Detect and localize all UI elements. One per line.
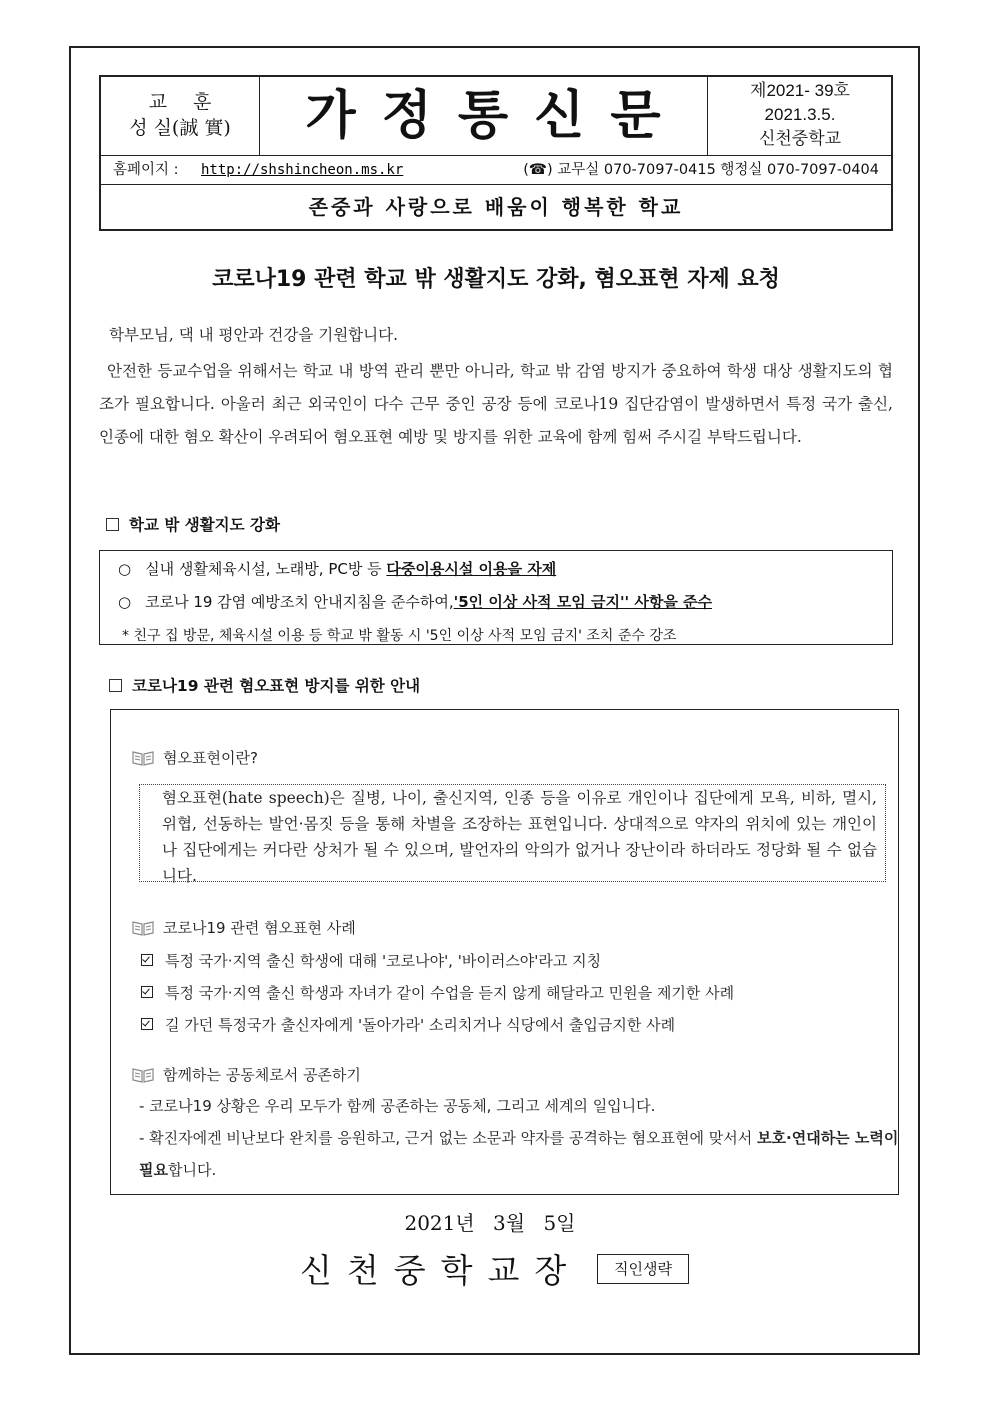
guidance-item-1 bbox=[118, 558, 556, 579]
guidance-item-2-emphasis: '5인 이상 사적 모임 금지'' 사항을 준수 bbox=[453, 593, 713, 611]
case-item bbox=[141, 1014, 675, 1035]
case-item bbox=[141, 950, 601, 971]
intro-paragraph: 안전한 등교수업을 위해서는 학교 내 방역 관리 뿐만 아니라, 학교 밖 감염 방지가 중요하여 학생 대상 생활지도의 협조가 필요합니다. 아울러 최근 외국인이 다수 근무 중인 공장 등에 코로나19 집단감염이 발생하면서 특정 국가 출신, 인종에 대한 혐오 확산이 우려되어 혐오표현 예방 및 방지를 위한 교육에 함께 힘써 주시길 부탁드립니다. bbox=[99, 362, 893, 446]
guidance-note: * 친구 집 방문, 체육시설 이용 등 학교 밖 활동 시 '5인 이상 사적 모임 금지' 조치 준수 강조 bbox=[122, 628, 677, 644]
coexist-item-2 bbox=[139, 1122, 899, 1186]
newsletter-header bbox=[99, 75, 893, 231]
section2-heading bbox=[109, 674, 420, 696]
greeting: 학부모님, 댁 내 평안과 건강을 기원합니다. bbox=[109, 326, 399, 344]
issue-info bbox=[707, 77, 892, 155]
guidance-item-1-emphasis: 다중이용시설 이용을 자제 bbox=[386, 560, 557, 578]
header-top-row bbox=[101, 77, 891, 156]
cases-heading-text: 코로나19 관련 혐오표현 사례 bbox=[163, 919, 356, 937]
issue-date-footer: 2021년 3월 5일 bbox=[404, 1211, 576, 1235]
section2-heading-text: 코로나19 관련 혐오표현 방지를 위한 안내 bbox=[132, 677, 421, 695]
book-icon bbox=[131, 1066, 155, 1084]
hate-speech-box bbox=[110, 709, 899, 1195]
section1-heading bbox=[106, 513, 280, 535]
circle-bullet-icon: ○ bbox=[118, 560, 132, 578]
square-bullet-icon bbox=[109, 679, 122, 692]
contact-row bbox=[101, 156, 891, 185]
case-item bbox=[141, 982, 734, 1003]
book-icon bbox=[131, 749, 155, 767]
motto-value: 성 실(誠 實) bbox=[129, 117, 231, 139]
checkbox-checked-icon bbox=[141, 954, 153, 966]
book-icon bbox=[131, 919, 155, 937]
definition-heading-text: 혐오표현이란? bbox=[163, 749, 258, 767]
issue-number: 제2021- 39호 bbox=[750, 81, 850, 100]
school-name: 신천중학교 bbox=[758, 129, 842, 148]
checkbox-checked-icon bbox=[141, 986, 153, 998]
seal-omitted-stamp: 직인생략 bbox=[597, 1254, 689, 1284]
cases-heading bbox=[131, 917, 356, 938]
coexist-item-2-suffix: 합니다. bbox=[167, 1161, 217, 1179]
coexist-heading-text: 함께하는 공동체로서 공존하기 bbox=[163, 1066, 361, 1084]
coexist-heading bbox=[131, 1064, 361, 1085]
circle-bullet-icon: ○ bbox=[118, 593, 132, 611]
guidance-item-2-text: 코로나 19 감염 예방조치 안내지침을 준수하여, bbox=[145, 593, 454, 611]
square-bullet-icon bbox=[106, 518, 119, 531]
school-motto bbox=[101, 77, 260, 155]
coexist-item-1: - 코로나19 상황은 우리 모두가 함께 공존하는 공동체, 그리고 세계의 일입니다. bbox=[139, 1097, 656, 1115]
case-item-text: 특정 국가·지역 출신 학생과 자녀가 같이 수업을 듣지 않게 해달라고 민원을 제기한 사례 bbox=[165, 984, 735, 1002]
guidance-item-2 bbox=[118, 591, 712, 612]
principal-signature: 신천중학교장 bbox=[300, 1251, 582, 1290]
main-title: 코로나19 관련 학교 밖 생활지도 강화, 혐오표현 자제 요청 bbox=[212, 267, 780, 292]
definition-text: 혐오표현(hate speech)은 질병, 나이, 출신지역, 인종 등을 이유로 개인이나 집단에게 모욕, 비하, 멸시, 위협, 선동하는 발언·몸짓 등을 통해 차별을 조장하는 표현입니다. 상대적으로 약자의 위치에 있는 개인이나 집단에게는 커다란 상처가 될 수 있으며, 발언자의 악의가 없거나 장난이라 하더라도 정당화 될 수 없습니다. bbox=[139, 784, 886, 882]
issue-date: 2021.3.5. bbox=[764, 105, 836, 124]
guidance-item-1-text: 실내 생활체육시설, 노래방, PC방 등 bbox=[145, 560, 382, 578]
case-item-text: 특정 국가·지역 출신 학생에 대해 '코로나야', '바이러스야'라고 지칭 bbox=[165, 952, 602, 970]
checkbox-checked-icon bbox=[141, 1018, 153, 1030]
phone-numbers: (☎) 교무실 070-7097-0415 행정실 070-7097-0404 bbox=[523, 162, 879, 178]
coexist-item-2-text: - 확진자에겐 비난보다 완치를 응원하고, 근거 없는 소문과 약자를 공격하는 혐오표현에 맞서서 bbox=[139, 1129, 758, 1147]
coexist-item-2-emphasis: 보호·연대하는 노력이 필요 bbox=[139, 1129, 899, 1179]
case-item-text: 길 가던 특정국가 출신자에게 '돌아가라' 소리치거나 식당에서 출입금지한 사례 bbox=[165, 1016, 676, 1034]
homepage-link[interactable]: http://shshincheon.ms.kr bbox=[201, 162, 404, 178]
guidance-box bbox=[99, 550, 893, 645]
page-title: 가정통신문 bbox=[305, 86, 687, 146]
school-slogan: 존중과 사랑으로 배움이 행복한 학교 bbox=[308, 195, 684, 219]
definition-heading bbox=[131, 747, 258, 768]
motto-label: 교 훈 bbox=[148, 91, 222, 113]
section1-heading-text: 학교 밖 생활지도 강화 bbox=[129, 516, 280, 534]
homepage-label: 홈페이지 : bbox=[113, 162, 179, 178]
